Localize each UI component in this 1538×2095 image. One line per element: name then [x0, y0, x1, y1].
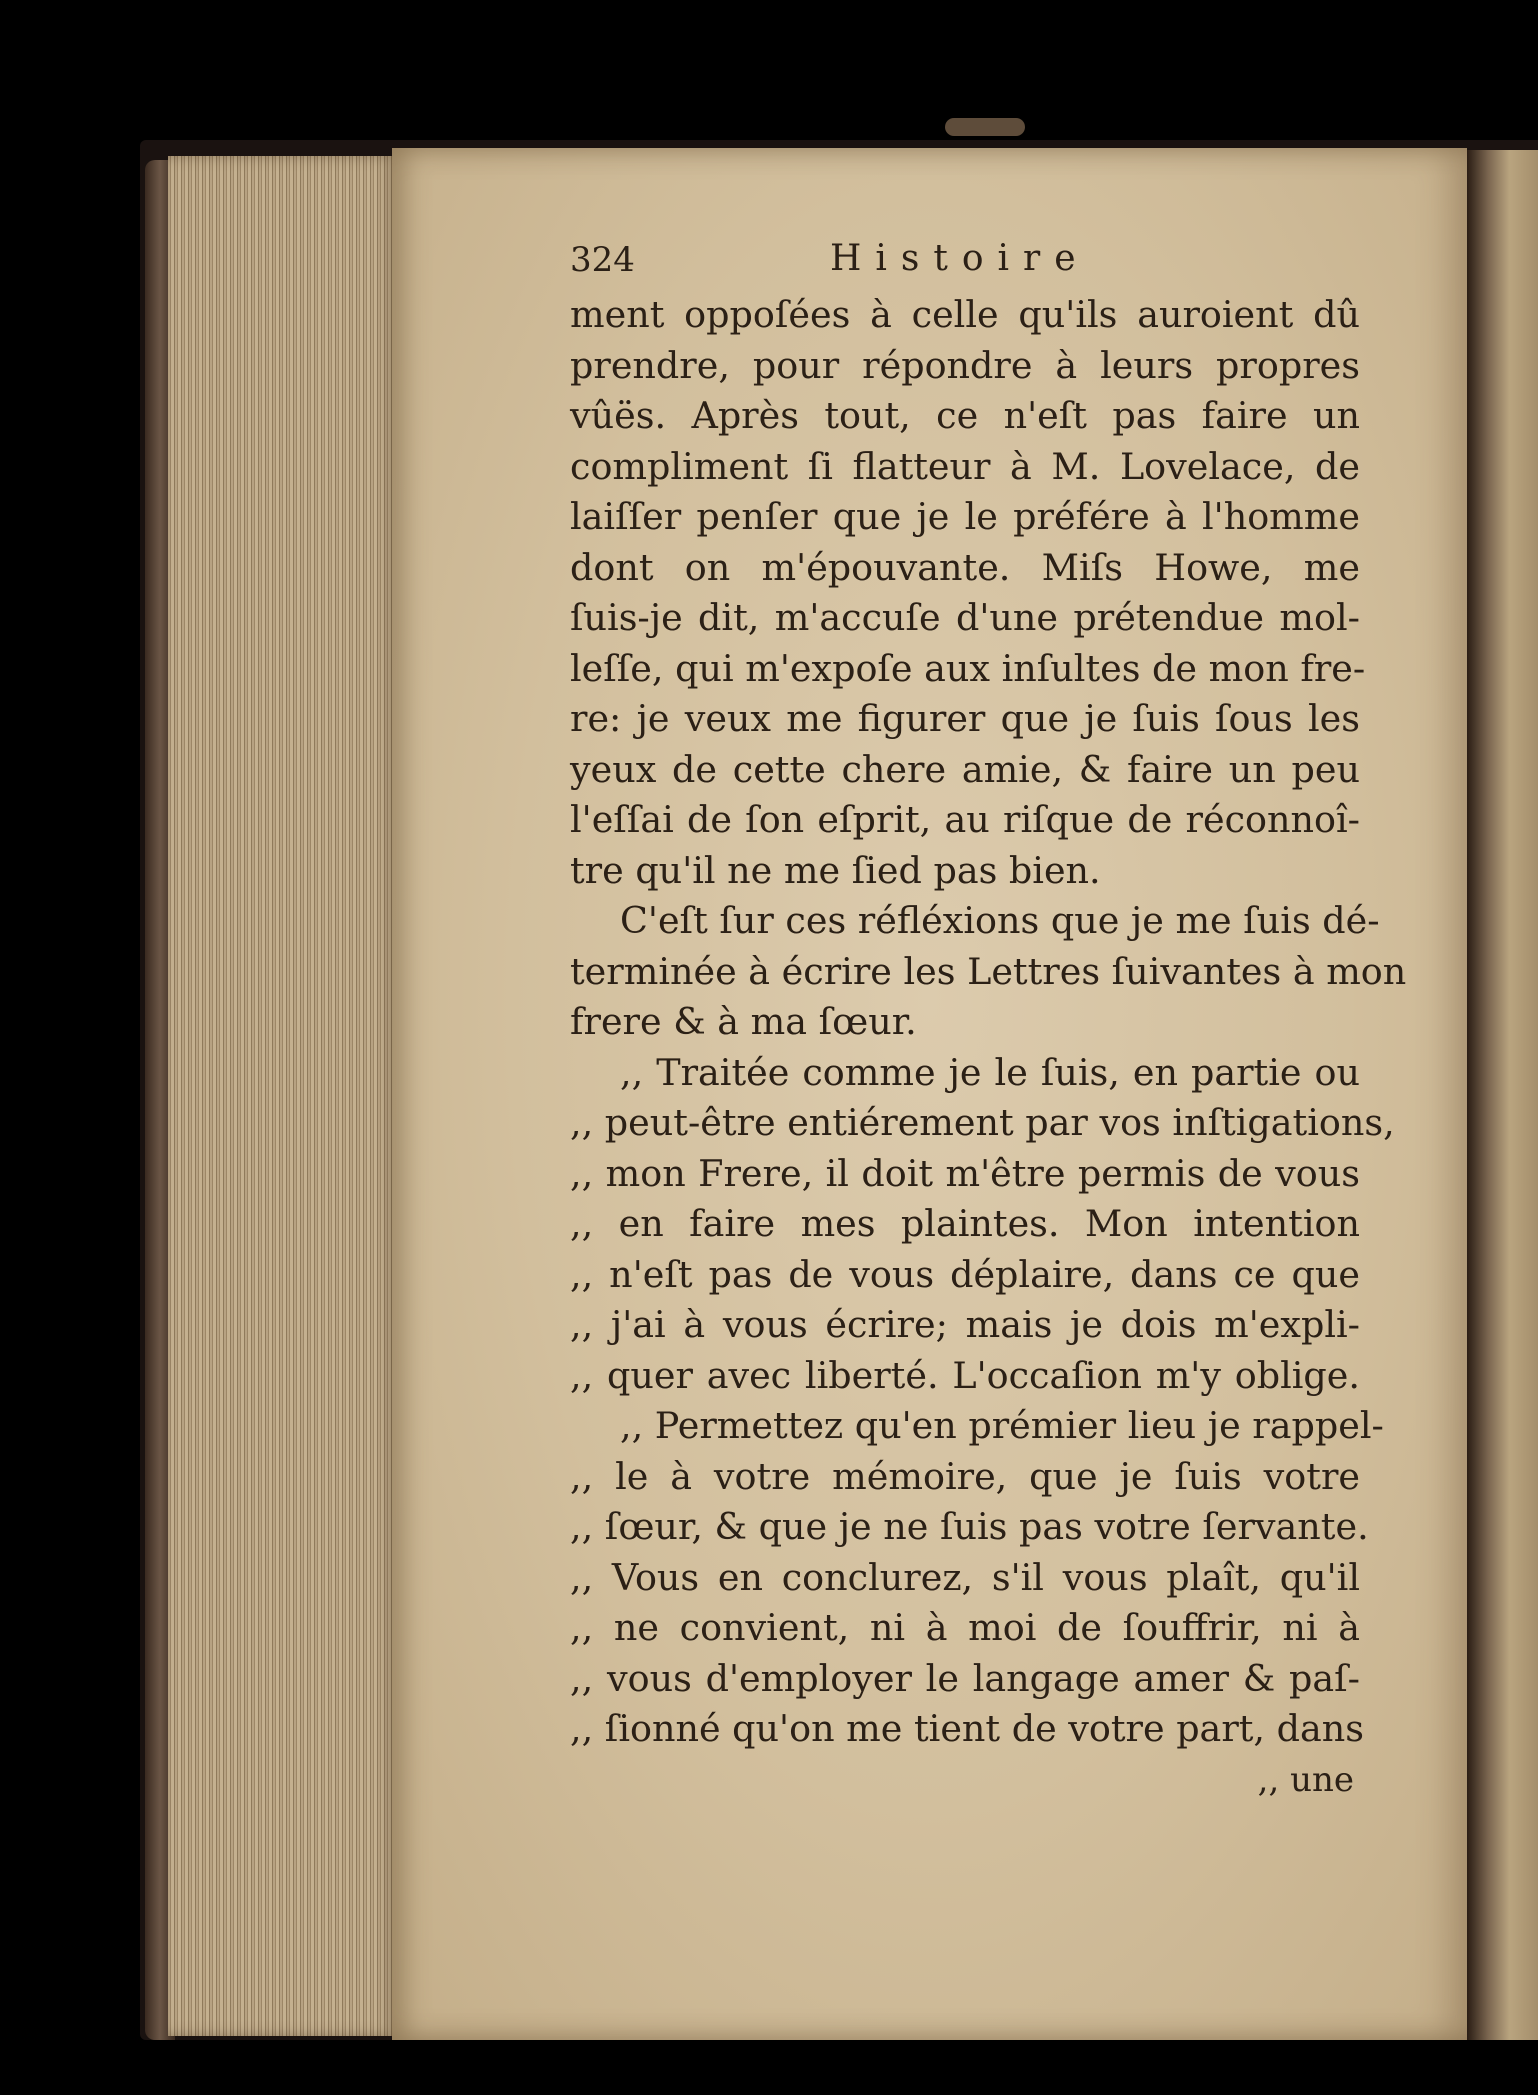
text-line: ,, n'eſt pas de vous déplaire, dans ce que [570, 1252, 1360, 1296]
text-line: frere & à ma ſœur. [570, 1000, 917, 1043]
page-text-block [570, 230, 1407, 1805]
text-line: ,, mon Frere, il doit m'être permis de vous [570, 1151, 1360, 1195]
bookmark-strap [945, 118, 1025, 136]
text-line: terminée à écrire les Lettres ſuivantes à mon [570, 949, 1407, 993]
text-line: ,, ſionné qu'on me tient de votre part, dans [570, 1707, 1364, 1750]
text-line: laiſſer penſer que je le préfére à l'homme [570, 495, 1360, 538]
catchword: ,, une [1257, 1759, 1354, 1800]
text-line: ,, peut-être entiérement par vos inſtigations, [570, 1101, 1395, 1144]
page-edges [168, 156, 398, 2036]
text-line: ,, Permettez qu'en prémier lieu je rappel- [620, 1404, 1384, 1447]
text-line: ſuis-je dit, m'accuſe d'une prétendue mol- [570, 596, 1360, 639]
text-line: l'eſſai de ſon eſprit, au riſque de réconnoî- [570, 798, 1360, 841]
text-line: tre qu'il ne me ſied pas bien. [570, 848, 1101, 892]
text-line: ,, j'ai à vous écrire; mais je dois m'expli- [570, 1303, 1360, 1346]
text-line: ,, vous d'employer le langage amer & paſ- [570, 1656, 1360, 1700]
page-header [570, 230, 1360, 290]
facing-page-edge [1467, 150, 1538, 2040]
text-line: vûës. Après tout, ce n'eſt pas faire un [570, 394, 1360, 437]
text-line: ,, ſœur, & que je ne ſuis pas votre ſervante. [570, 1505, 1369, 1548]
text-line: C'eſt ſur ces réfléxions que je me ſuis dé- [620, 899, 1380, 942]
text-line: ,, en faire mes plaintes. Mon intention [570, 1202, 1360, 1245]
text-line: ,, Traitée comme je le ſuis, en partie ou [620, 1050, 1360, 1094]
text-line: re: je veux me figurer que je ſuis ſous les [570, 697, 1360, 740]
text-line: compliment ſi flatteur à M. Lovelace, de [570, 444, 1360, 488]
text-line: dont on m'épouvante. Miſs Howe, me [570, 545, 1360, 589]
text-line: ,, Vous en conclurez, s'il vous plaît, qu'il [570, 1555, 1360, 1599]
running-title: Histoire [830, 238, 1090, 279]
text-line: ment oppoſées à celle qu'ils auroient dû [570, 293, 1360, 336]
text-line: leſſe, qui m'expoſe aux inſultes de mon fre- [570, 646, 1366, 690]
text-line: ,, ne convient, ni à moi de ſouffrir, ni à [570, 1606, 1360, 1649]
text-line: prendre, pour répondre à leurs propres [570, 343, 1360, 387]
page-number: 324 [570, 240, 635, 280]
text-line: ,, quer avec liberté. L'occaſion m'y oblige. [570, 1353, 1360, 1397]
text-line: ,, le à votre mémoire, que je ſuis votre [570, 1454, 1360, 1498]
text-line: yeux de cette chere amie, & faire un peu [570, 747, 1360, 791]
